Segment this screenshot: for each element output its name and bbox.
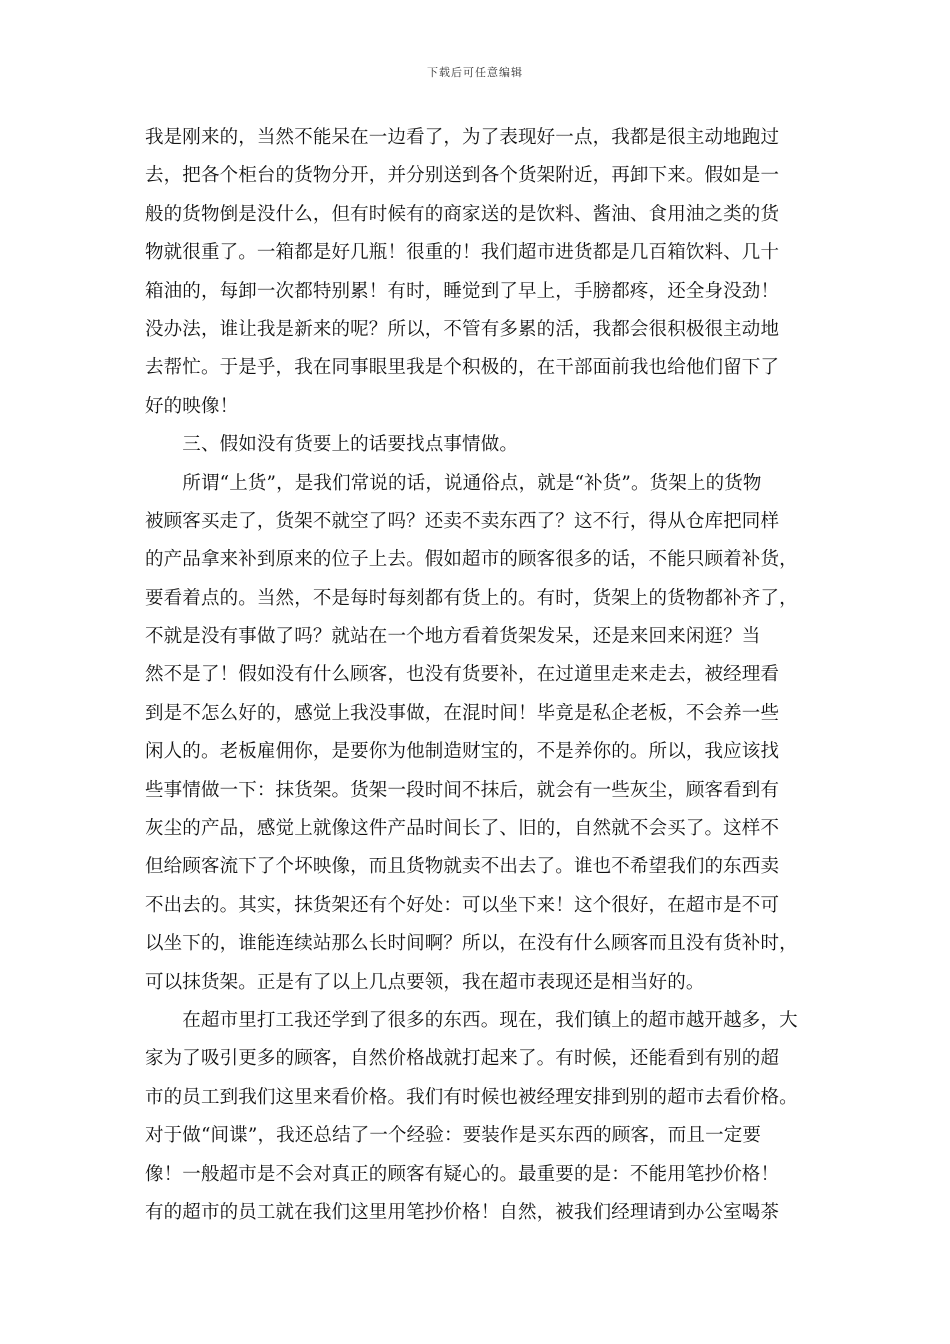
text-line: 去，把各个柜台的货物分开，并分别送到各个货架附近，再卸下来。假如是一 [145, 165, 780, 187]
text-line: 不出去的。其实，抹货架还有个好处：可以坐下来！这个很好，在超市是不可 [145, 894, 780, 916]
text-line: 但给顾客流下了个坏映像，而且货物就卖不出去了。谁也不希望我们的东西卖 [145, 856, 780, 878]
text-line: 要看着点的。当然，不是每时每刻都有货上的。有时，货架上的货物都补齐了， [145, 587, 798, 609]
text-line: 箱油的，每卸一次都特别累！有时，睡觉到了早上，手膀都疼，还全身没劲！ [145, 280, 780, 302]
text-line: 好的映像！ [145, 395, 239, 417]
text-line: 到是不怎么好的，感觉上我没事做，在混时间！毕竟是私企老板，不会养一些 [145, 702, 780, 724]
text-line: 所谓“上货”，是我们常说的话，说通俗点，就是“补货”。货架上的货物 [145, 472, 762, 494]
text-line: 对于做“间谍”，我还总结了一个经验：要装作是买东西的顾客，而且一定要 [145, 1125, 762, 1147]
text-line: 市的员工到我们这里来看价格。我们有时候也被经理安排到别的超市去看价格。 [145, 1086, 798, 1108]
text-line: 像！一般超市是不会对真正的顾客有疑心的。最重要的是：不能用笔抄价格！ [145, 1163, 780, 1185]
document-body [145, 119, 815, 1232]
text-line: 些事情做一下：抹货架。货架一段时间不抹后，就会有一些灰尘，顾客看到有 [145, 779, 780, 801]
text-line: 去帮忙。于是乎，我在同事眼里我是个积极的，在干部面前我也给他们留下了 [145, 357, 780, 379]
text-line: 不就是没有事做了吗？就站在一个地方看着货架发呆，还是来回来闲逛？当 [145, 626, 761, 648]
text-line: 我是刚来的，当然不能呆在一边看了，为了表现好一点，我都是很主动地跑过 [145, 127, 780, 148]
text-line: 以坐下的，谁能连续站那么长时间啊？所以，在没有什么顾客而且没有货补时， [145, 933, 798, 955]
page-header: 下载后可任意编辑 [427, 66, 523, 79]
text-line: 然不是了！假如没有什么顾客，也没有货要补，在过道里走来走去，被经理看 [145, 664, 780, 686]
text-line: 的产品拿来补到原来的位子上去。假如超市的顾客很多的话，不能只顾着补货， [145, 549, 798, 571]
text-line: 没办法，谁让我是新来的呢？所以，不管有多累的活，我都会很积极很主动地 [145, 318, 780, 340]
text-line: 般的货物倒是没什么，但有时候有的商家送的是饮料、酱油、食用油之类的货 [145, 203, 780, 225]
text-line: 物就很重了。一箱都是好几瓶！很重的！我们超市进货都是几百箱饮料、几十 [145, 242, 780, 264]
text-line: 家为了吸引更多的顾客，自然价格战就打起来了。有时候，还能看到有别的超 [145, 1048, 780, 1070]
section-heading: 三、假如没有货要上的话要找点事情做。 [145, 434, 519, 456]
text-line: 被顾客买走了，货架不就空了吗？还卖不卖东西了？这不行，得从仓库把同样 [145, 510, 780, 532]
text-line: 灰尘的产品，感觉上就像这件产品时间长了、旧的，自然就不会买了。这样不 [145, 818, 780, 840]
text-line: 有的超市的员工就在我们这里用笔抄价格！自然，被我们经理请到办公室喝茶 [145, 1201, 780, 1223]
text-line: 可以抹货架。正是有了以上几点要领，我在超市表现还是相当好的。 [145, 971, 705, 993]
text-line: 闲人的。老板雇佣你，是要你为他制造财宝的，不是养你的。所以，我应该找 [145, 741, 780, 763]
text-line: 在超市里打工我还学到了很多的东西。现在，我们镇上的超市越开越多，大 [145, 1009, 798, 1031]
